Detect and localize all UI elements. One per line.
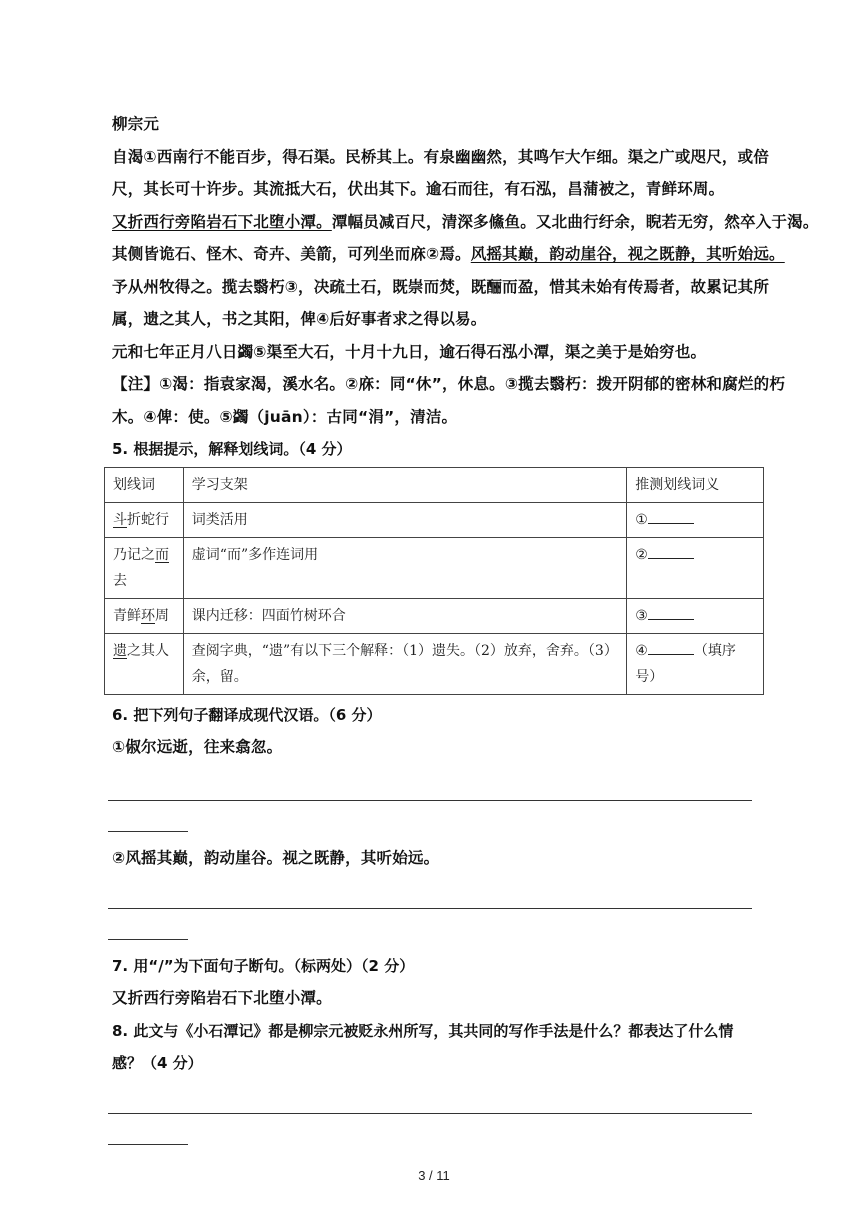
q6-title: 6. 把下列句子翻译成现代汉语。（6 分） — [112, 706, 382, 724]
passage-line-1: 自渴①西南行不能百步，得石渠。民桥其上。有泉幽幽然，其鸣乍大乍细。渠之广或咫尺，或倍 — [112, 147, 770, 166]
row3-answer[interactable]: ③ — [627, 599, 764, 634]
row1-support: 词类活用 — [183, 503, 627, 538]
q8-title-line-1: 8. 此文与《小石潭记》都是柳宗元被贬永州所写，其共同的写作手法是什么？都表达了什么情 — [112, 1021, 734, 1040]
row4-word: 遗之其人 — [105, 634, 184, 695]
table-row — [105, 634, 764, 695]
answer-blank[interactable] — [648, 509, 694, 524]
answer-blank[interactable] — [648, 640, 694, 655]
passage-line-4 — [112, 238, 785, 271]
row2-support: 虚词“而”多作连词用 — [183, 538, 627, 599]
note-line-1: 【注】①渴：指袁家渴，溪水名。②庥：同“休”，休息。③揽去翳朽：拨开阴郁的密林和腐烂的朽 — [112, 375, 786, 393]
table-row — [105, 503, 764, 538]
table-row — [105, 599, 764, 634]
q7-sentence: 又折西行旁陷岩石下北堕小潭。 — [112, 989, 332, 1007]
row2-answer[interactable]: ② — [627, 538, 764, 599]
table-row — [105, 538, 764, 599]
passage-line-7: 元和七年正月八日蠲⑤渠至大石，十月十九日，逾石得石泓小潭，渠之美于是始穷也。 — [112, 342, 707, 361]
answer-blank[interactable] — [648, 605, 694, 620]
page-indicator: 3 / 11 — [418, 1168, 450, 1183]
row3-word: 青鲜环周 — [105, 599, 184, 634]
passage-line-3-text: 潭幅员减百尺，清深多鯈鱼。又北曲行纡余，睨若无穷，然卒入于渴。 — [331, 212, 819, 231]
vocab-table — [104, 467, 764, 695]
passage-line-5: 予从州牧得之。揽去翳朽③，决疏土石，既崇而焚，既酾而盈，惜其未始有传焉者，故累记其所 — [112, 277, 770, 296]
vocab-table-header — [105, 468, 764, 503]
q6-sentence-1: ①俶尔远逝，往来翕忽。 — [112, 738, 283, 756]
passage-underlined-sentence-2: 风摇其巅，韵动崖谷，视之既静，其听始远。 — [470, 245, 785, 263]
passage-line-4-text: 其侧皆诡石、怪木、奇卉、美箭，可列坐而庥②焉。 — [112, 245, 471, 263]
passage-line-6: 属，遗之其人，书之其阳，俾④后好事者求之得以易。 — [112, 310, 487, 328]
note-line-2: 木。④俾：使。⑤蠲（juān）：古同“涓”，清洁。 — [112, 407, 458, 426]
passage-author: 柳宗元 — [112, 115, 160, 133]
q5-title: 5. 根据提示，解释划线词。（4 分） — [112, 440, 352, 458]
header-meaning: 推测划线词义 — [627, 468, 764, 503]
passage-line-2 — [112, 173, 768, 206]
row4-support: 查阅字典，“遗”有以下三个解释：（1）遗失。（2）放弃，舍弃。（3）余，留。 — [183, 634, 627, 695]
row2-word: 乃记之而 去 — [105, 538, 184, 599]
passage-line-2-text: 尺，其长可十许步。其流抵大石，伏出其下。逾石而往，有石泓，昌蒲被之，青鲜环周。 — [112, 180, 725, 198]
row3-support: 课内迁移：四面竹树环合 — [183, 599, 627, 634]
row1-answer[interactable]: ① — [627, 503, 764, 538]
answer-blank[interactable] — [648, 544, 694, 559]
row1-word: 斗折蛇行 — [105, 503, 184, 538]
passage-line-3 — [112, 206, 819, 239]
q8-title-line-2: 感？（4 分） — [112, 1053, 203, 1072]
header-support: 学习支架 — [183, 468, 627, 503]
q7-title: 7. 用“/”为下面句子断句。（标两处）（2 分） — [112, 957, 415, 975]
answer-line[interactable] — [108, 1144, 188, 1145]
passage-underlined-sentence-1: 又折西行旁陷岩石下北堕小潭。 — [112, 212, 332, 231]
row4-answer[interactable]: ④ （填序号） — [627, 634, 764, 695]
page-content — [112, 108, 819, 1145]
header-word: 划线词 — [105, 468, 184, 503]
q6-sentence-2: ②风摇其巅，韵动崖谷。视之既静，其听始远。 — [112, 848, 440, 867]
